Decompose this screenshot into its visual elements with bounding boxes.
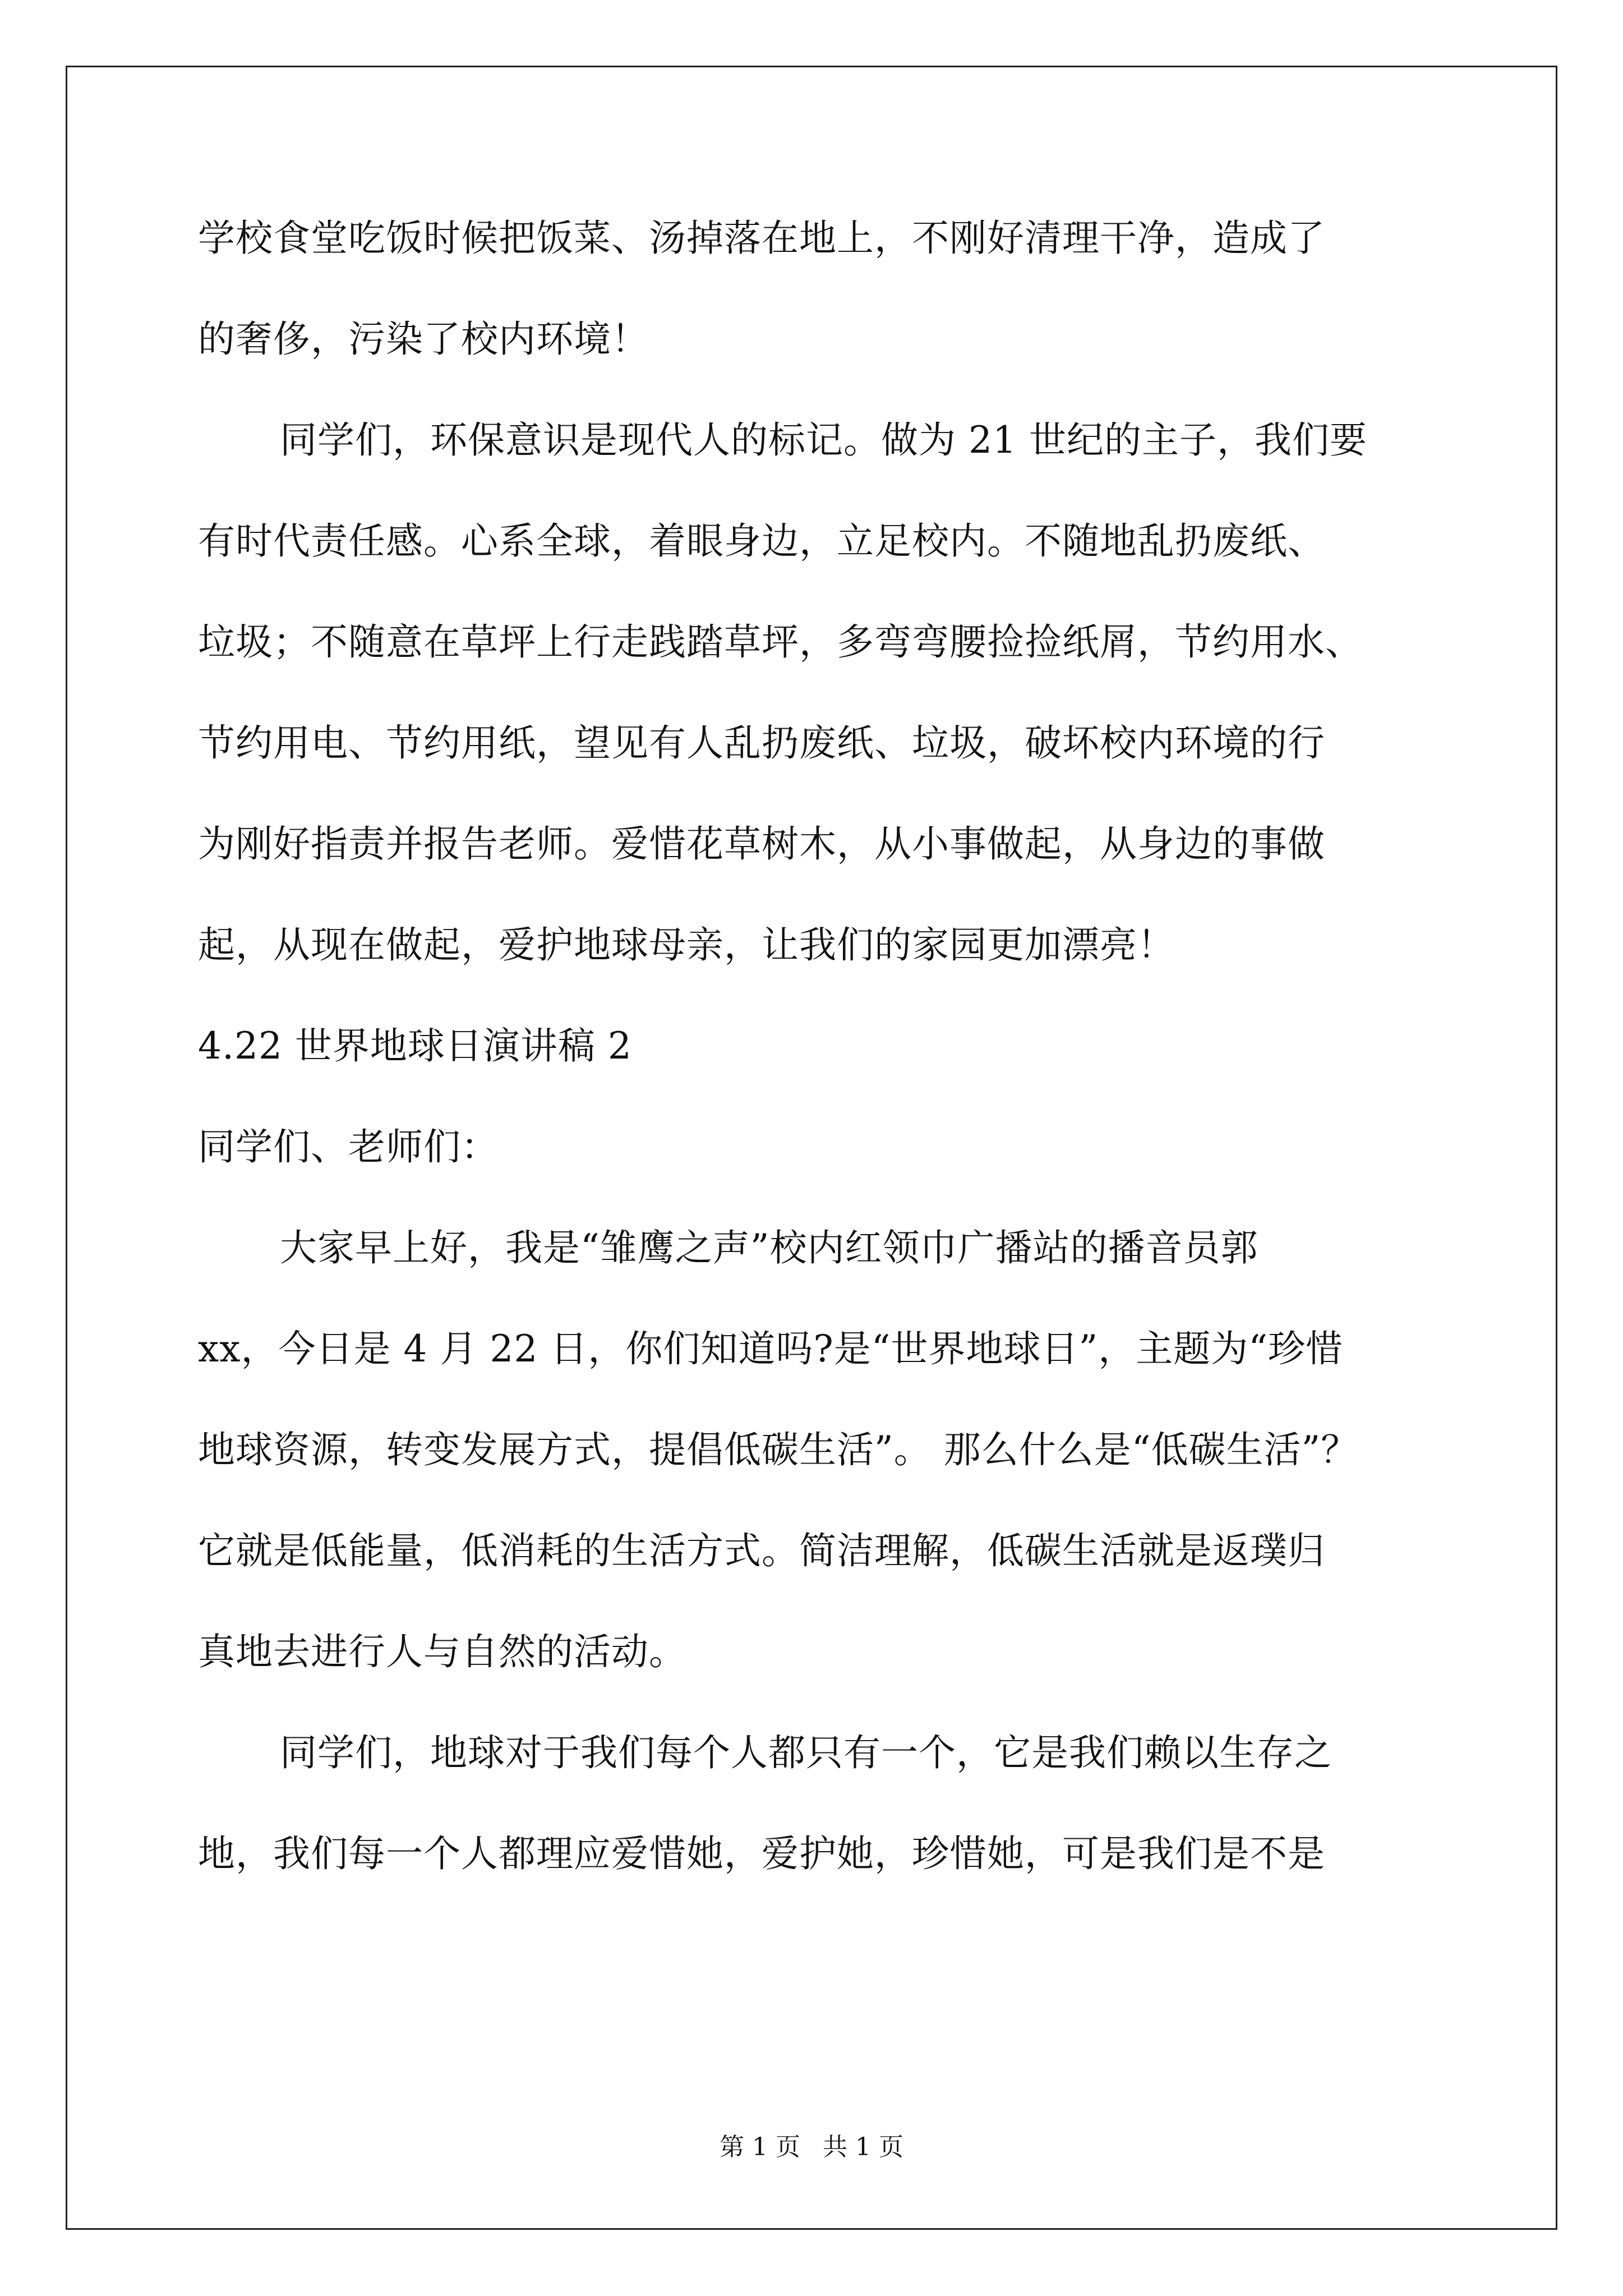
text-line: 地球资源，转变发展方式，提倡低碳生活”。 那么什么是“低碳生活”？: [198, 1428, 1359, 1471]
text-line: 起，从现在做起，爱护地球母亲，让我们的家园更加漂亮！: [198, 923, 1175, 967]
text-line: 垃圾；不随意在草坪上行走践踏草坪，多弯弯腰捡捡纸屑，节约用水、: [198, 620, 1363, 664]
page-number: 第 1 页: [720, 2133, 800, 2161]
text-line: xx，今日是 4 月 22 日，你们知道吗?是“世界地球日”，主题为“珍惜: [198, 1327, 1343, 1370]
text-line: 学校食堂吃饭时候把饭菜、汤掉落在地上，不刚好清理干净，造成了: [198, 217, 1325, 260]
page-footer: [0, 2131, 1623, 2164]
text-line: 为刚好指责并报告老师。爱惜花草树木，从小事做起，从身边的事做: [198, 822, 1325, 866]
text-line: 它就是低能量，低消耗的生活方式。简洁理解，低碳生活就是返璞归: [198, 1529, 1325, 1572]
salutation: 同学们、老师们：: [198, 1125, 499, 1168]
text-line: 真地去进行人与自然的活动。: [198, 1630, 686, 1673]
paragraph-start: 同学们，地球对于我们每个人都只有一个，它是我们赖以生存之: [280, 1731, 1332, 1774]
document-body: [198, 188, 1488, 1904]
text-line: 的奢侈，污染了校内环境！: [198, 318, 649, 361]
section-title: 4.22 世界地球日演讲稿 2: [198, 1024, 632, 1068]
text-line: 有时代责任感。心系全球，着眼身边，立足校内。不随地乱扔废纸、: [198, 519, 1325, 563]
text-line: 节约用电、节约用纸，望见有人乱扔废纸、垃圾，破坏校内环境的行: [198, 721, 1325, 765]
paragraph-start: 同学们，环保意识是现代人的标记。做为 21 世纪的主子，我们要: [280, 418, 1367, 462]
paragraph-start: 大家早上好，我是“雏鹰之声”校内红领巾广播站的播音员郭: [280, 1226, 1258, 1269]
page-total: 共 1 页: [823, 2133, 903, 2161]
text-line: 地，我们每一个人都理应爱惜她，爱护她，珍惜她，可是我们是不是: [198, 1832, 1325, 1875]
